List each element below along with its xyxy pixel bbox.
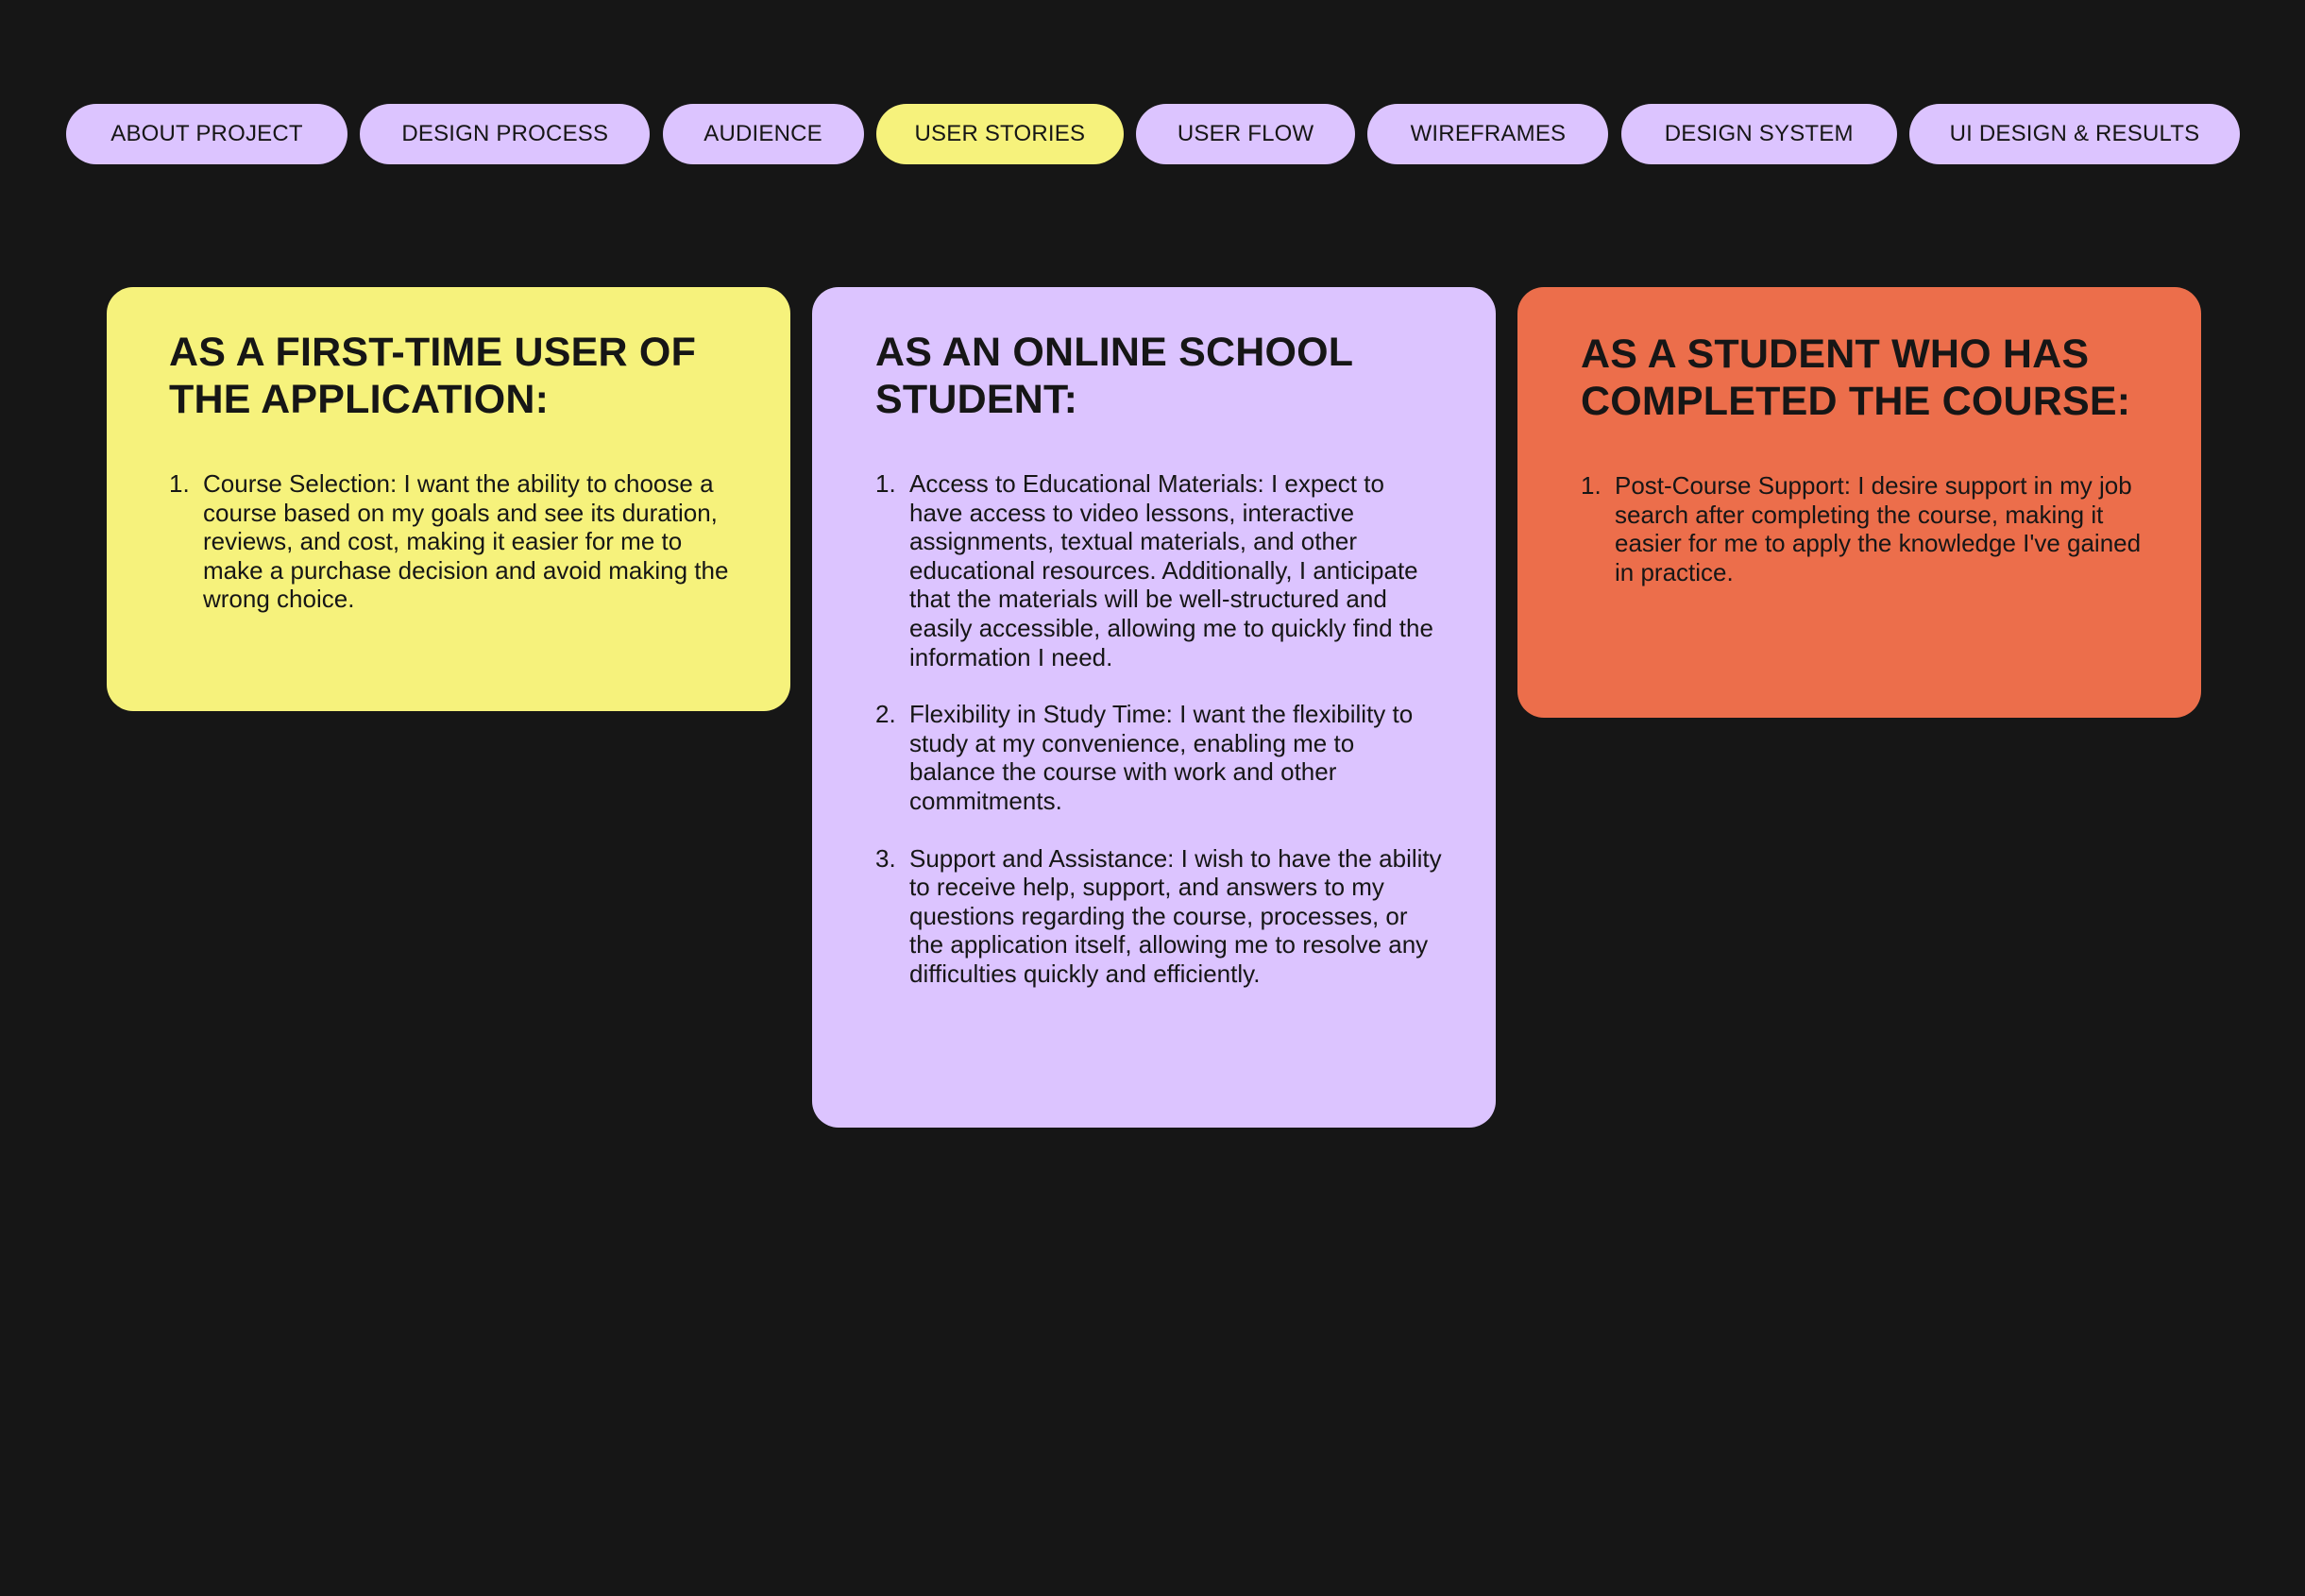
user-story-card-online-student	[812, 287, 1496, 1128]
list-number: 3.	[875, 843, 896, 873]
list-item	[875, 700, 1443, 815]
list-item	[875, 469, 1443, 671]
user-story-card-course-graduate	[1517, 287, 2201, 718]
list-item	[169, 469, 734, 614]
list-text: Post-Course Support: I desire support in my job search after completing the course, making it easier for me to apply the knowledge I've gained in practice.	[1615, 471, 2142, 586]
section-nav	[66, 103, 2240, 164]
nav-design-process[interactable]: DESIGN PROCESS	[360, 104, 650, 164]
list-text: Course Selection: I want the ability to choose a course based on my goals and see its duration, reviews, and cost, making it easier for me to make a purchase decision and avoid making the wrong choice.	[203, 469, 729, 614]
nav-user-flow[interactable]: USER FLOW	[1136, 104, 1355, 164]
list-text: Flexibility in Study Time: I want the flexibility to study at my convenience, enabling me to balance the course with work and other commitments.	[909, 700, 1414, 815]
nav-about-project[interactable]: ABOUT PROJECT	[66, 104, 347, 164]
card-title: AS AN ONLINE SCHOOL STUDENT:	[875, 330, 1353, 422]
story-list	[169, 469, 734, 614]
list-text: Access to Educational Materials: I expect to have access to video lessons, interactive assignments, textual materials, and other educational resources. Additionally, I anticipate that the materials will be well-structured and easily accessible, allowing me to quickly find the information I need.	[909, 469, 1433, 671]
list-item	[1581, 471, 2154, 586]
story-list	[1581, 471, 2154, 586]
card-title: AS A FIRST-TIME USER OF THE APPLICATION:	[169, 330, 697, 422]
list-number: 1.	[1581, 471, 1602, 500]
list-item	[875, 844, 1443, 989]
nav-audience[interactable]: AUDIENCE	[663, 104, 864, 164]
user-story-card-first-time-user	[107, 287, 790, 711]
story-list	[875, 469, 1443, 989]
card-title: AS A STUDENT WHO HAS COMPLETED THE COURSE:	[1581, 331, 2131, 424]
list-text: Support and Assistance: I wish to have the ability to receive help, support, and answers to my questions regarding the course, processes, or the application itself, allowing me to resolve any difficulties quickly and efficiently.	[909, 843, 1442, 988]
nav-ui-design-results[interactable]: UI DESIGN & RESULTS	[1909, 104, 2240, 164]
list-number: 2.	[875, 700, 896, 729]
nav-user-stories[interactable]: USER STORIES	[876, 104, 1124, 164]
list-number: 1.	[169, 469, 190, 498]
nav-wireframes[interactable]: WIREFRAMES	[1367, 104, 1608, 164]
nav-design-system[interactable]: DESIGN SYSTEM	[1621, 104, 1897, 164]
list-number: 1.	[875, 469, 896, 498]
